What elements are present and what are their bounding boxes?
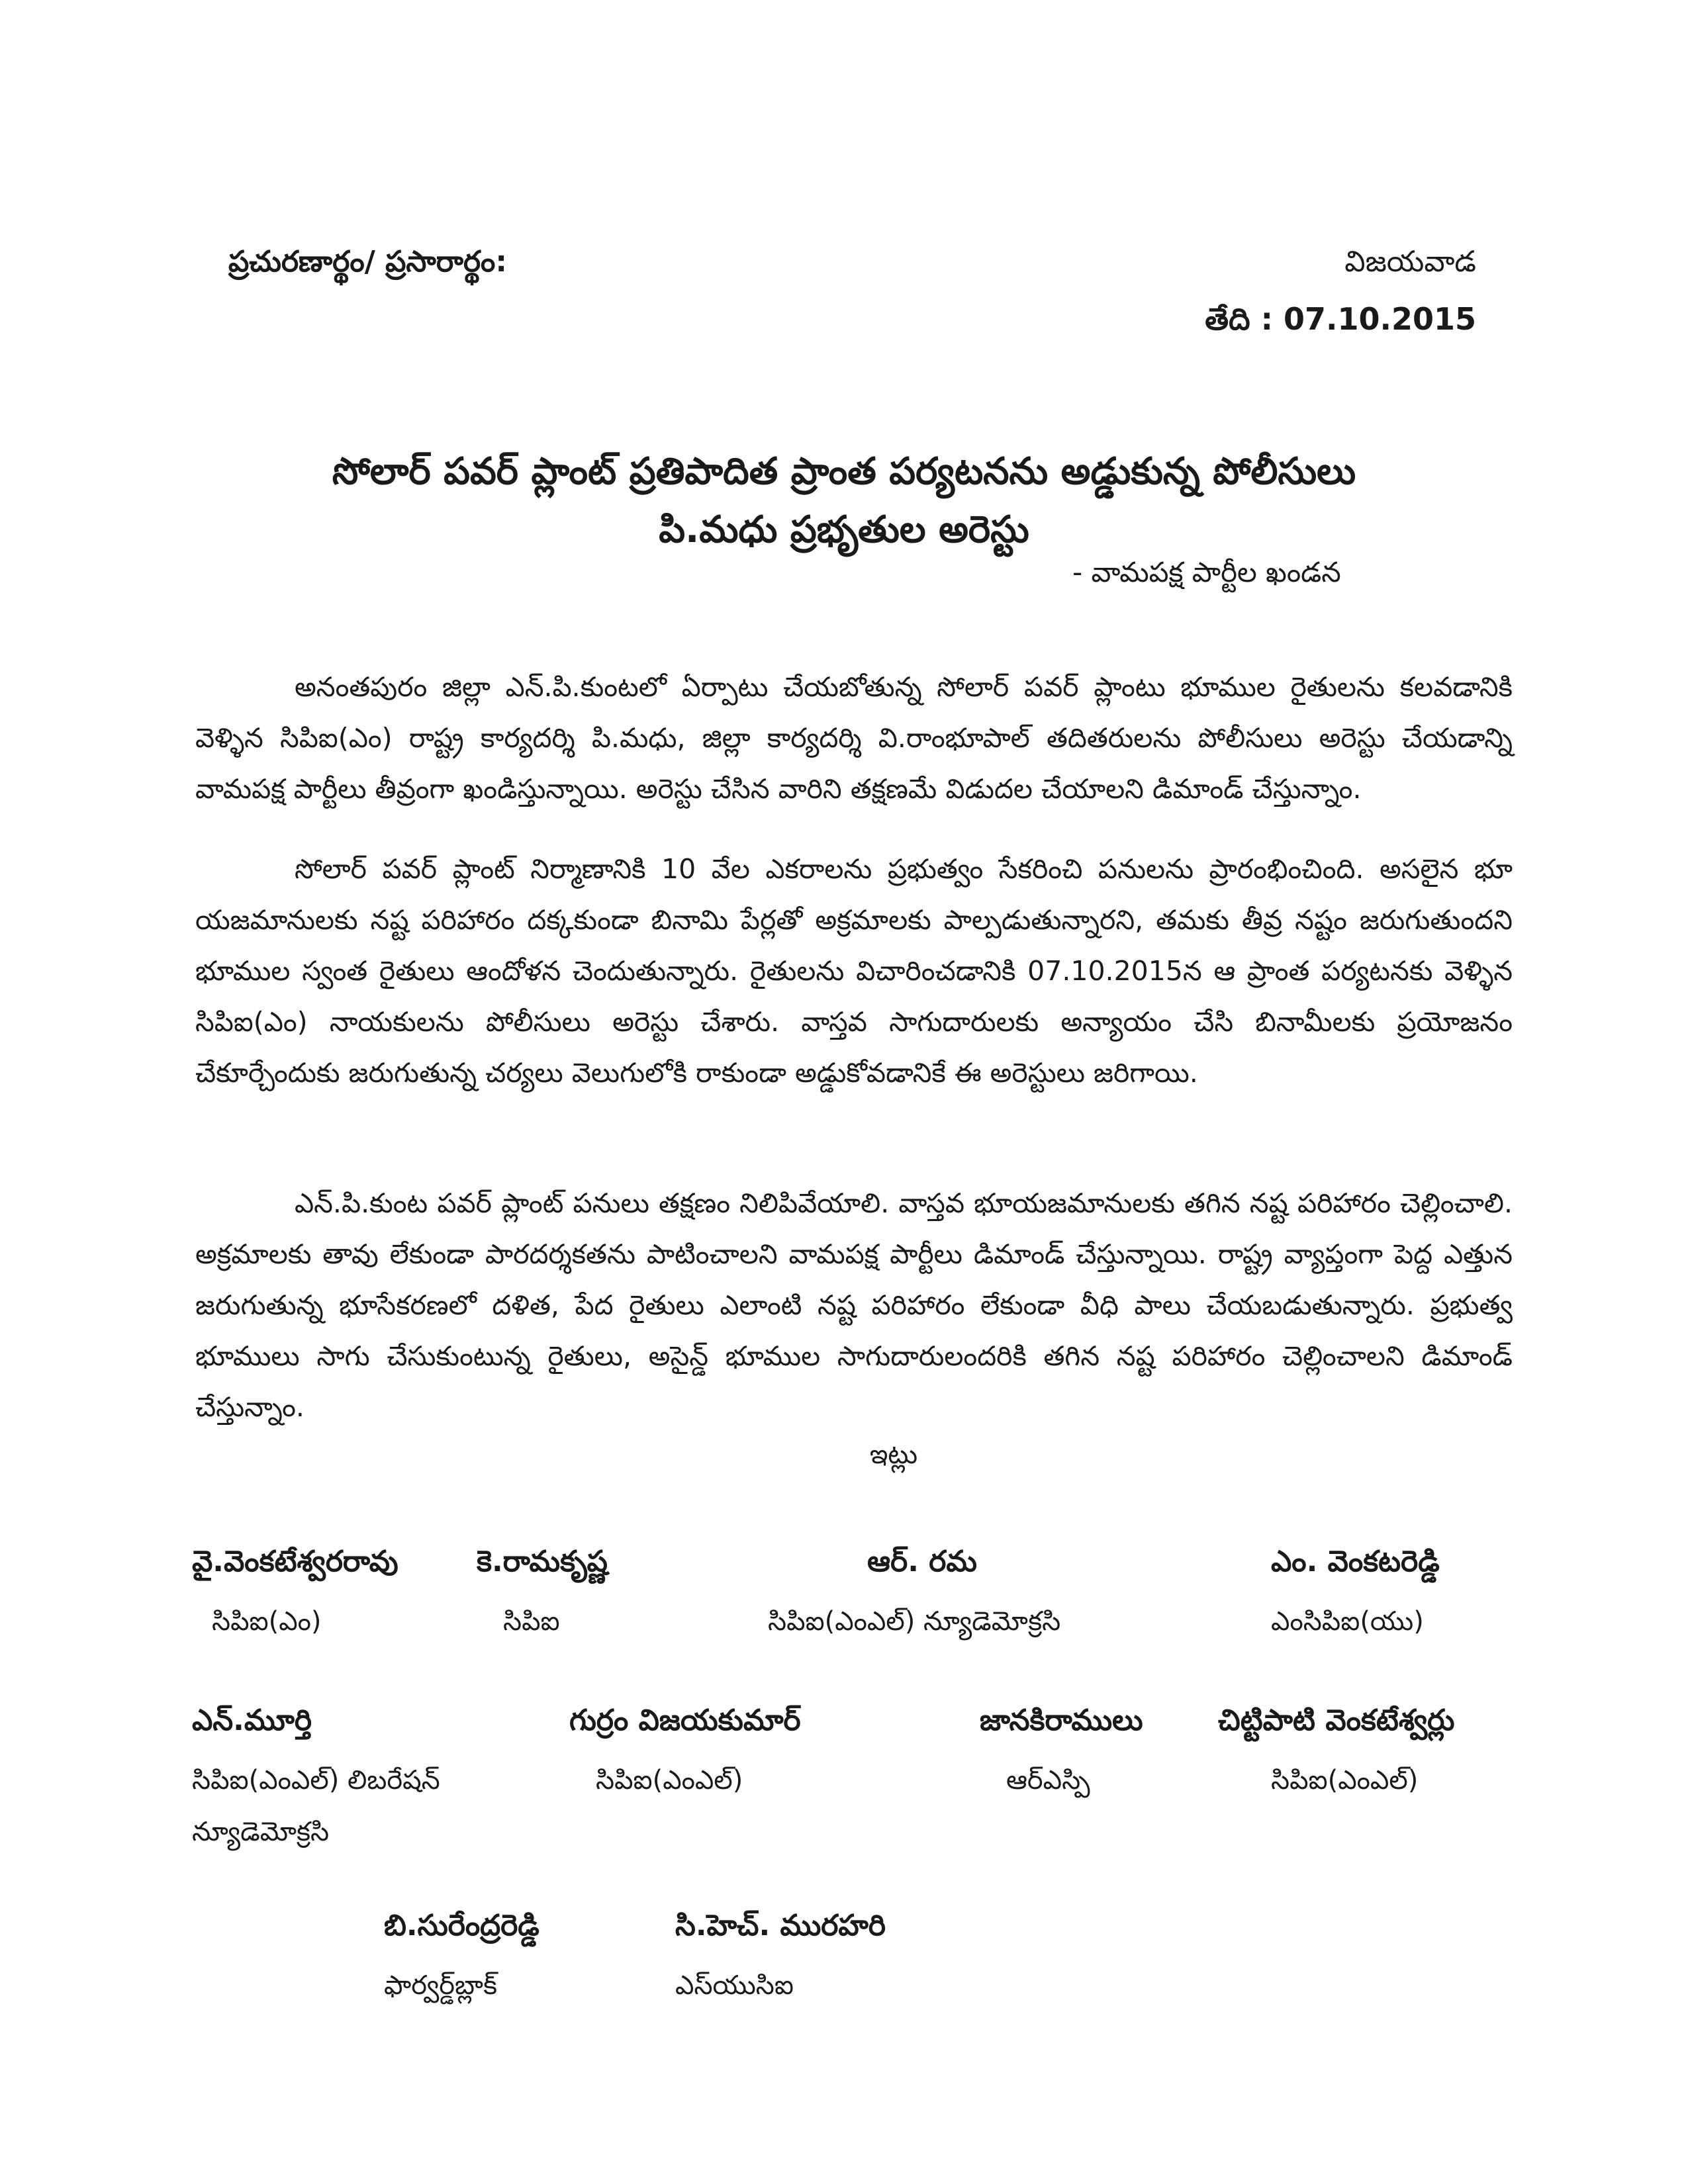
paragraph-3-text: ఎన్.పి.కుంట పవర్ ప్లాంట్ పనులు తక్షణం నిలిపివేయాలి. వాస్తవ భూయజమానులకు తగిన నష్ట పరిహారం చెల్లించాలి. అక్రమాలకు తావు లేకుండా పారదర్శకతను పాటించాలని వామపక్ష పార్టీలు డిమాండ్ చేస్తున్నాయి. రాష్ట్ర వ్యాప్తంగా పెద్ద ఎత్తున జరుగుతున్న భూసేకరణలో దళిత, పేద రైతులు ఎలాంటి నష్ట పరిహారం లేకుండా వీధి పాలు చేయబడుతున్నారు. ప్రభుత్వ భూములు సాగు చేసుకుంటున్న రైతులు, అసైన్డ్ భూముల సాగుదారులందరికి తగిన నష్ట పరిహారం చెల్లించాలని డిమాండ్ చేస్తున్నాం.	[195, 1187, 1513, 1423]
signatory-name: కె.రామకృష్ణ	[477, 1545, 608, 1578]
signatory-party: ఎస్‌యుసిఐ	[675, 1970, 794, 2001]
signatory-party: సిపిఐ(ఎంఎల్) లిబరేషన్	[192, 1765, 440, 1796]
signatory-name: ఎం. వెంకటరెడ్డి	[1271, 1545, 1440, 1578]
paragraph-1-text: అనంతపురం జిల్లా ఎన్.పి.కుంటలో ఏర్పాటు చేయబోతున్న సోలార్ పవర్ ప్లాంటు భూముల రైతులను కలవడానికి వెళ్ళిన సిపిఐ(ఎం) రాష్ట్ర కార్యదర్శి పి.మధు, జిల్లా కార్యదర్శి వి.రాంభూపాల్ తదితరులను పోలీసులు అరెస్టు చేయడాన్ని వామపక్ష పార్టీలు తీవ్రంగా ఖండిస్తున్నాయి. అరెస్టు చేసిన వారిని తక్షణమే విడుదల చేయాలని డిమాండ్ చేస్తున్నాం.	[195, 671, 1513, 805]
signatory-name: ఆర్. రమ	[867, 1545, 977, 1578]
release-label: ప్రచురణార్థం/ ప్రసారార్థం:	[228, 245, 507, 279]
signatory-party: సిపిఐ(ఎంఎల్) న్యూడెమోక్రసి	[768, 1606, 1061, 1637]
signatory-name: బి.సురేంద్రరెడ్డి	[384, 1909, 539, 1942]
closing-phrase: ఇట్లు	[869, 1439, 918, 1470]
signatory-name: చిట్టిపాటి వెంకటేశ్వర్లు	[1218, 1704, 1455, 1737]
headline-line-1: సోలార్ పవర్ ప్లాంట్ ప్రతిపాదిత ప్రాంత పర్యటనను అడ్డుకున్న పోలీసులు	[332, 450, 1356, 493]
paragraph-2-text: సోలార్ పవర్ ప్లాంట్ నిర్మాణానికి 10 వేల ఎకరాలను ప్రభుత్వం సేకరించి పనులను ప్రారంభించింది. అసలైన భూ యజమానులకు నష్ట పరిహారం దక్కకుండా బినామి పేర్లతో అక్రమాలకు పాల్పడుతున్నారని, తమకు తీవ్ర నష్టం జరుగుతుందని భూముల స్వంత రైతులు ఆందోళన చెందుతున్నారు. రైతులను విచారించడానికి 07.10.2015న ఆ ప్రాంత పర్యటనకు వెళ్ళిన సిపిఐ(ఎం) నాయకులను పోలీసులు అరెస్టు చేశారు. వాస్తవ సాగుదారులకు అన్యాయం చేసి బినామీలకు ప్రయోజనం చేకూర్చేందుకు జరుగుతున్న చర్యలు వెలుగులోకి రాకుండా అడ్డుకోవడానికే ఈ అరెస్టులు జరిగాయి.	[195, 853, 1513, 1089]
signatory-block	[477, 1542, 608, 1641]
signatory-name: గుర్రం విజయకుమార్	[569, 1704, 801, 1737]
paragraph-2	[195, 844, 1513, 1099]
headline-subtitle: - వామపక్ష పార్టీల ఖండన	[1072, 556, 1341, 588]
signatory-block	[192, 1542, 399, 1641]
signatory-party: సిపిఐ(ఎంఎల్)	[596, 1765, 743, 1796]
city-name: విజయవాడ	[1344, 245, 1476, 279]
paragraph-1	[195, 662, 1513, 815]
signatory-name: వై.వెంకటేశ్వరరావు	[192, 1545, 399, 1578]
signatory-name: ఎన్.మూర్తి	[192, 1704, 312, 1737]
signatory-block	[569, 1701, 801, 1800]
signatory-block	[192, 1701, 440, 1852]
signatory-party: ఎంసిపిఐ(యు)	[1271, 1606, 1424, 1637]
signatory-name: జానకిరాములు	[980, 1704, 1143, 1737]
signatory-party: సిపిఐ(ఎం)	[212, 1606, 322, 1637]
signatory-block	[1218, 1701, 1454, 1800]
signatory-block	[1271, 1542, 1440, 1641]
signatory-name: సి.హెచ్. మురహరి	[675, 1909, 886, 1942]
signatory-block	[768, 1542, 1060, 1641]
signatory-block	[675, 1906, 886, 2005]
signatory-block	[384, 1906, 539, 2005]
signatory-party: సిపిఐ	[503, 1606, 560, 1637]
signatory-party-line-2: న్యూడెమోక్రసి	[192, 1817, 330, 1847]
signatory-party: ఆర్ఎస్పి	[1006, 1765, 1090, 1796]
signatory-party: ఫార్వర్డ్‌బ్లాక్	[384, 1970, 498, 2001]
release-date: తేది : 07.10.2015	[1205, 301, 1476, 337]
signatory-party: సిపిఐ(ఎంఎల్)	[1271, 1765, 1419, 1796]
headline-line-2: పి.మధు ప్రభృతుల అరెస్టు	[659, 508, 1029, 551]
paragraph-3	[195, 1178, 1513, 1433]
signatory-block	[980, 1701, 1143, 1800]
